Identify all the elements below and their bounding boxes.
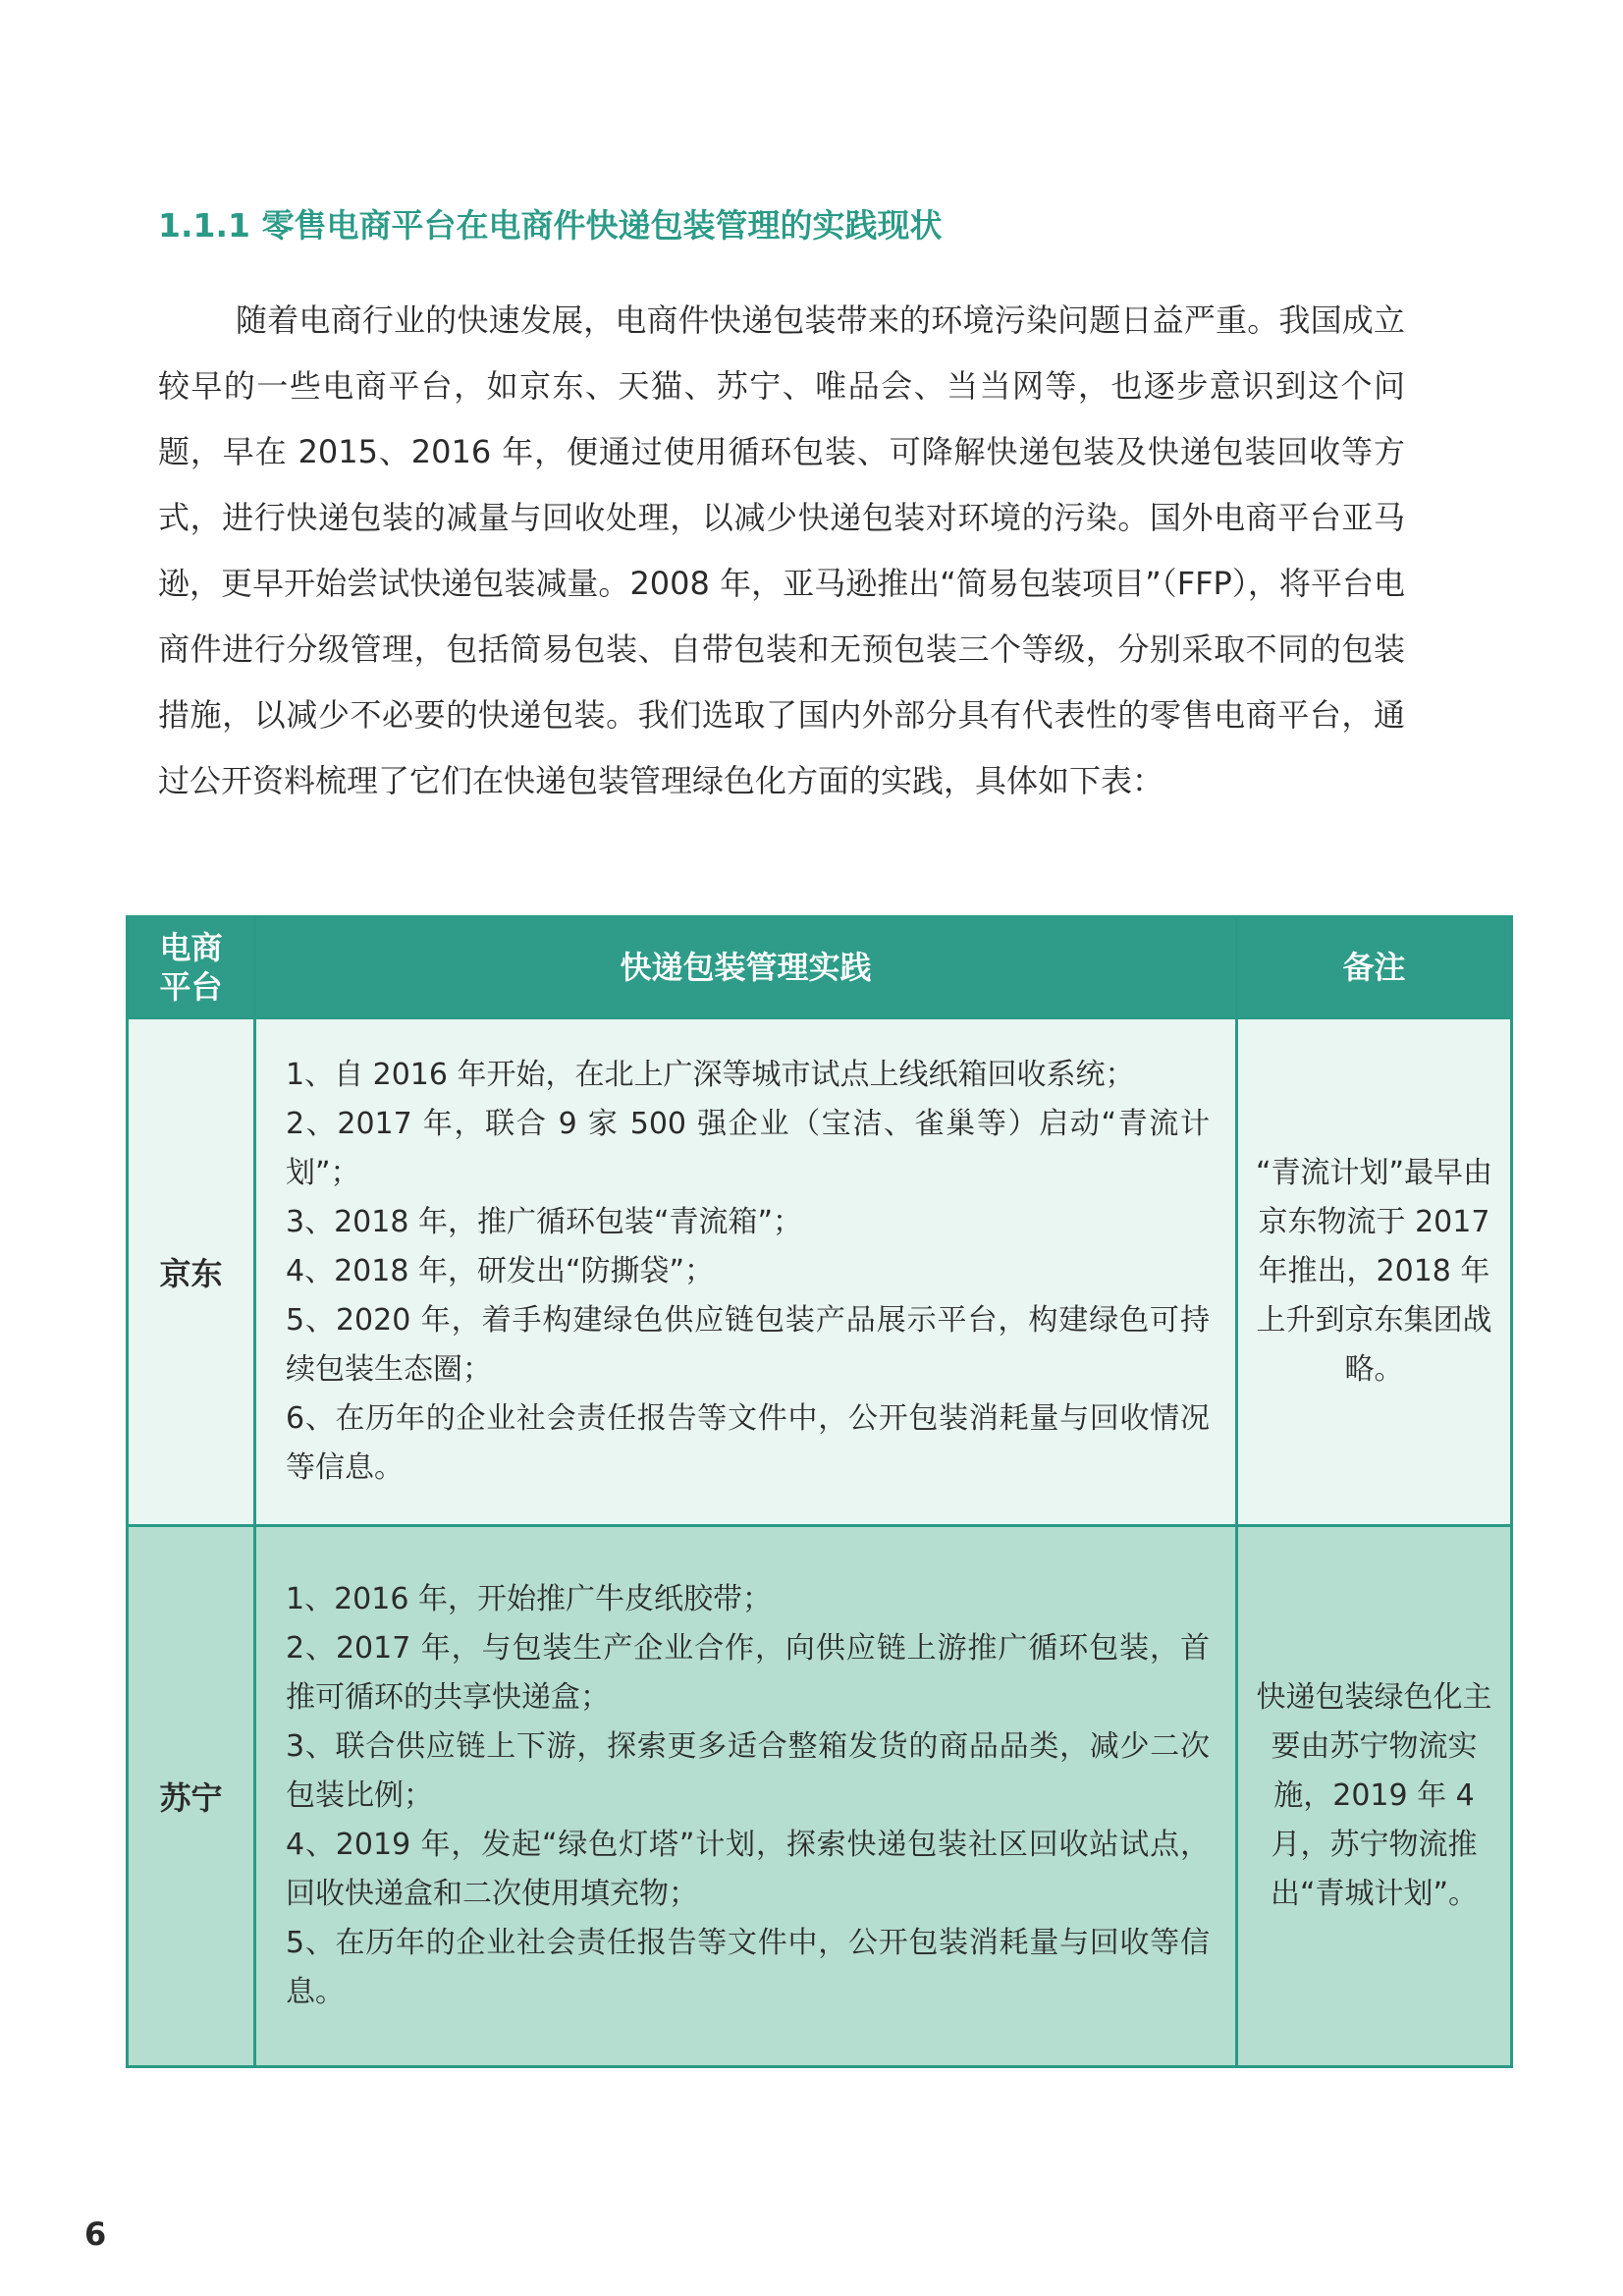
platform-cell: 京东 — [128, 1018, 255, 1526]
practice-item: 1、2016 年，开始推广牛皮纸胶带； — [286, 1582, 772, 1616]
practice-item: 2、2017 年，联合 9 家 500 强企业（宝洁、雀巢等）启动“青流计划”； — [286, 1107, 1210, 1190]
practice-item: 4、2019 年，发起“绿色灯塔”计划，探索快递包装社区回收站试点，回收快递盒和二次使用填充物； — [286, 1828, 1210, 1911]
practice-item: 3、2018 年，推广循环包装“青流箱”； — [286, 1205, 803, 1239]
section-heading: 1.1.1 零售电商平台在电商件快递包装管理的实践现状 — [158, 206, 943, 245]
header-platform — [128, 917, 255, 1018]
header-platform-label: 电商平台 — [159, 929, 223, 1006]
practice-item: 6、在历年的企业社会责任报告等文件中，公开包装消耗量与回收情况等信息。 — [286, 1401, 1210, 1485]
table-row — [128, 1018, 1512, 1526]
practice-item: 3、联合供应链上下游，探索更多适合整箱发货的商品品类，减少二次包装比例； — [286, 1729, 1210, 1813]
page-number: 6 — [84, 2215, 107, 2253]
note-cell: 快递包装绿色化主要由苏宁物流实施，2019 年 4 月，苏宁物流推出“青城计划”。 — [1237, 1526, 1512, 2067]
table-row — [128, 1526, 1512, 2067]
note-cell: “青流计划”最早由京东物流于 2017 年推出，2018 年上升到京东集团战略。 — [1237, 1018, 1512, 1526]
header-note: 备注 — [1237, 917, 1512, 1018]
practice-item: 4、2018 年，研发出“防撕袋”； — [286, 1254, 715, 1288]
practice-cell — [255, 1018, 1237, 1526]
practice-cell — [255, 1526, 1237, 2067]
practice-table-grid — [126, 915, 1513, 2068]
practice-item: 5、2020 年，着手构建绿色供应链包装产品展示平台，构建绿色可持续包装生态圈； — [286, 1303, 1210, 1387]
practice-item: 2、2017 年，与包装生产企业合作，向供应链上游推广循环包装，首推可循环的共享快递盒； — [286, 1631, 1210, 1715]
practice-table — [126, 915, 1510, 2068]
table-header-row — [128, 917, 1512, 1018]
header-practice: 快递包装管理实践 — [255, 917, 1237, 1018]
intro-paragraph: 随着电商行业的快速发展，电商件快递包装带来的环境污染问题日益严重。我国成立较早的一些电商平台，如京东、天猫、苏宁、唯品会、当当网等，也逐步意识到这个问题，早在 2015、2016 年，便通过使用循环包装、可降解快递包装及快递包装回收等方式，进行快递包装的减量与回收处理，以减少快递包装对环境的污染。国外电商平台亚马逊，更早开始尝试快递包装减量。2008 年，亚马逊推出“简易包装项目”（FFP），将平台电商件进行分级管理，包括简易包装、自带包装和无预包装三个等级，分别采取不同的包装措施，以减少不必要的快递包装。我们选取了国内外部分具有代表性的零售电商平台，通过公开资料梳理了它们在快递包装管理绿色化方面的实践，具体如下表： — [158, 301, 1405, 799]
practice-item: 5、在历年的企业社会责任报告等文件中，公开包装消耗量与回收等信息。 — [286, 1926, 1210, 2009]
practice-item: 1、自 2016 年开始，在北上广深等城市试点上线纸箱回收系统； — [286, 1058, 1135, 1092]
platform-cell: 苏宁 — [128, 1526, 255, 2067]
